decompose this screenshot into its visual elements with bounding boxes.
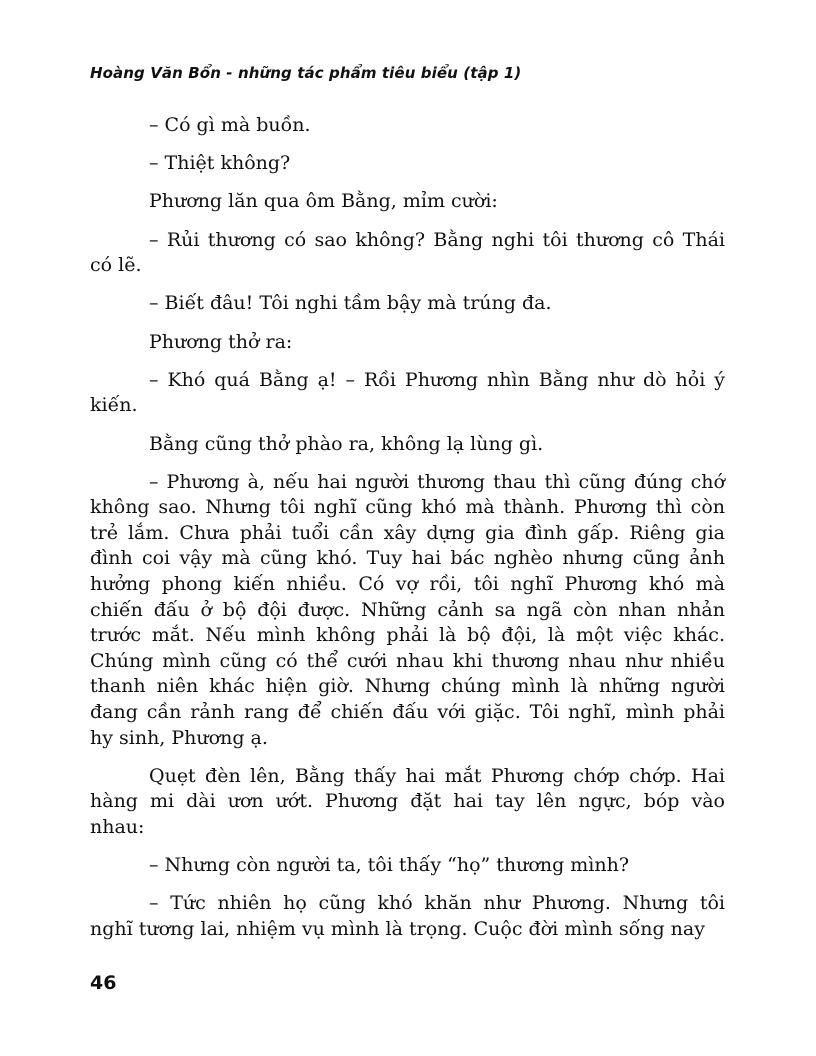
paragraph (90, 189, 725, 215)
text-line: – Có gì mà buồn. (149, 114, 311, 136)
paragraph (90, 228, 725, 279)
text-line: có lẽ. (90, 254, 142, 277)
paragraph (90, 470, 725, 752)
text-line: Chúng mình cũng có thể cưới nhau khi thương nhau như nhiều (90, 649, 725, 672)
text-line: đình coi vậy mà cũng khó. Tuy hai bác nghèo nhưng cũng ảnh (90, 547, 725, 570)
text-line: – Thiệt không? (149, 152, 291, 175)
text-line: nhau: (90, 816, 145, 838)
text-line: Bằng cũng thở phào ra, không lạ lùng gì. (149, 432, 544, 455)
text-line: đang cần rảnh rang để chiến đấu với giặc. Tôi nghĩ, mình phải (90, 701, 725, 724)
page-number: 46 (90, 972, 117, 994)
text-line: nghĩ tương lai, nhiệm vụ mình là trọng. Cuộc đời mình sống nay (90, 917, 705, 940)
text-line: trước mắt. Nếu mình không phải là bộ đội, là một việc khác. (90, 624, 725, 647)
text-line: trẻ lắm. Chưa phải tuổi cần xây dựng gia đình gấp. Riêng gia (90, 521, 725, 544)
paragraph (90, 853, 725, 879)
text-line: – Khó quá Bằng ạ! – Rồi Phương nhìn Bằng như dò hỏi ý (149, 368, 725, 391)
text-line: chiến đấu ở bộ đội được. Những cảnh sa ngã còn nhan nhản (90, 598, 725, 621)
text-line: – Nhưng còn người ta, tôi thấy “họ” thương mình? (149, 854, 630, 877)
paragraph (90, 764, 725, 841)
text-line: – Biết đâu! Tôi nghi tầm bậy mà trúng đa. (149, 292, 552, 315)
running-header: Hoàng Văn Bổn - những tác phẩm tiêu biểu (tập 1) (90, 64, 522, 82)
page-body (90, 113, 725, 955)
paragraph (90, 432, 725, 458)
text-line: Phương lăn qua ôm Bằng, mỉm cười: (149, 190, 498, 213)
text-line: – Tức nhiên họ cũng khó khăn như Phương. Nhưng tôi (149, 892, 725, 915)
text-line: – Phương à, nếu hai người thương thau thì cũng đúng chớ (149, 470, 725, 493)
paragraph (90, 891, 725, 942)
text-line: không sao. Nhưng tôi nghĩ cũng khó mà thành. Phương thì còn (90, 496, 725, 519)
text-line: thanh niên khác hiện giờ. Nhưng chúng mình là những người (90, 675, 725, 698)
paragraph (90, 291, 725, 317)
text-line: kiến. (90, 394, 138, 417)
text-line: hưởng phong kiến nhiều. Có vợ rồi, tôi nghĩ Phương khó mà (90, 573, 725, 596)
text-line: hàng mi dài ươn ướt. Phương đặt hai tay lên ngực, bóp vào (90, 790, 725, 813)
paragraph (90, 151, 725, 177)
paragraph (90, 368, 725, 419)
text-line: Quẹt đèn lên, Bằng thấy hai mắt Phương chớp chớp. Hai (149, 764, 725, 787)
text-line: hy sinh, Phương ạ. (90, 726, 268, 749)
paragraph (90, 113, 725, 139)
text-line: – Rủi thương có sao không? Bằng nghi tôi thương cô Thái (149, 228, 725, 251)
text-line: Phương thở ra: (149, 330, 293, 353)
paragraph (90, 330, 725, 356)
